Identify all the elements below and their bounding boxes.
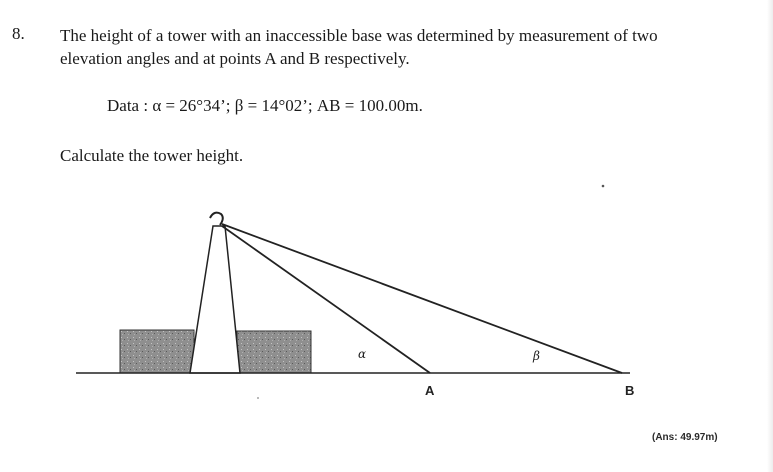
scan-dot	[602, 185, 605, 188]
scan-dot	[257, 397, 259, 399]
question-number: 8.	[12, 24, 25, 43]
point-b-label: B	[625, 383, 635, 398]
right-building	[237, 331, 311, 373]
beta-label: β	[533, 349, 540, 363]
left-building	[120, 330, 194, 373]
instruction-text: Calculate the tower height.	[60, 146, 244, 165]
answer-text: (Ans: 49.97m)	[652, 432, 718, 443]
point-a-label: A	[425, 383, 435, 398]
tower	[190, 226, 240, 373]
alpha-label: α	[358, 347, 367, 361]
data-line: Data : α = 26°34’; β = 14°02’; AB = 100.00m.	[107, 96, 423, 115]
question-text-line-1: The height of a tower with an inaccessible base was determined by measurement of two	[60, 26, 658, 45]
question-text-line-2: elevation angles and at points A and B respectively.	[60, 49, 410, 68]
tower-top	[210, 213, 223, 225]
page-edge	[767, 0, 773, 472]
